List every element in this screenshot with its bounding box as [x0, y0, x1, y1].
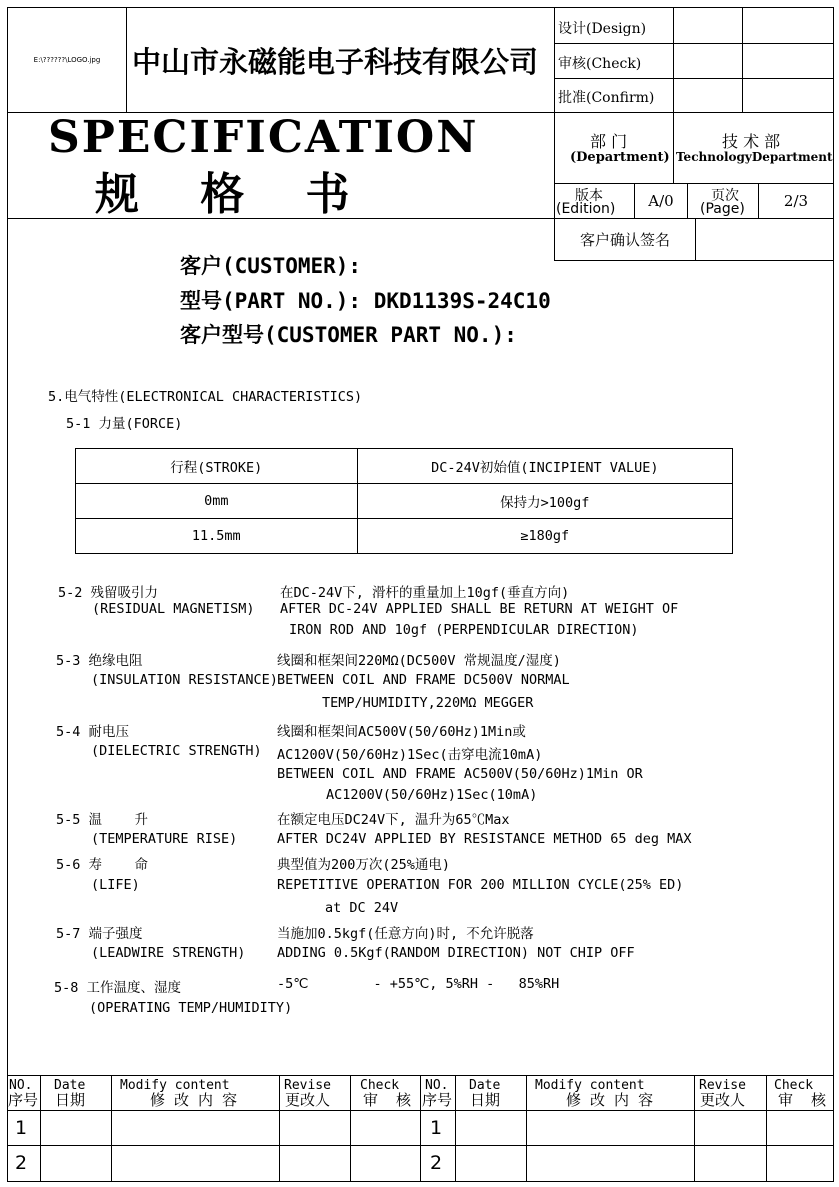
edition-col-2	[687, 183, 688, 218]
rev-header-date-en: Date	[469, 1078, 501, 1093]
table-cell: 11.5mm	[76, 519, 358, 554]
confirm-bottom	[554, 260, 834, 261]
rev-col	[766, 1075, 767, 1181]
rev-row-number: 1	[15, 1117, 28, 1139]
approval-line-3	[554, 112, 834, 113]
rev-col	[111, 1075, 112, 1181]
table-row	[76, 484, 733, 519]
spec-label-en: (LIFE)	[91, 877, 140, 893]
rev-col	[455, 1075, 456, 1181]
spec-label-en: (OPERATING TEMP/HUMIDITY)	[89, 1000, 293, 1016]
force-header-value: DC-24V初始值(INCIPIENT VALUE)	[357, 449, 732, 484]
logo-placeholder: E:\??????\LOGO.jpg	[33, 56, 101, 64]
dept-col	[673, 112, 674, 183]
department-value-cn: 技 术 部	[722, 132, 781, 151]
spec-label-cn: 5-6 寿 命	[56, 857, 149, 873]
department-value-en: TechnologyDepartment	[676, 150, 833, 164]
customer-confirm-label: 客户确认签名	[579, 231, 670, 249]
frame-top	[7, 7, 834, 8]
part-no-line: 型号(PART NO.): DKD1139S-24C10	[180, 289, 551, 313]
rev-col	[350, 1075, 351, 1181]
spec-label-en: (RESIDUAL MAGNETISM)	[92, 601, 255, 617]
spec-line: REPETITIVE OPERATION FOR 200 MILLION CYCLE(25% ED)	[277, 877, 684, 893]
spec-label-cn: 5-8 工作温度、湿度	[54, 980, 182, 996]
spec-line: BETWEEN COIL AND FRAME DC500V NORMAL	[277, 672, 570, 688]
spec-line: AC1200V(50/60Hz)1Sec(击穿电流10mA)	[277, 747, 543, 763]
table-row	[76, 449, 733, 484]
spec-label-cn: 5-2 残留吸引力	[58, 585, 159, 601]
department-label-cn: 部 门	[590, 132, 628, 151]
spec-label-cn: 5-4 耐电压	[56, 724, 130, 740]
rev-row-number: 2	[15, 1152, 28, 1174]
check-label: 审核(Check)	[558, 56, 642, 72]
force-table	[75, 448, 733, 554]
approval-col-1	[673, 7, 674, 112]
rev-header-check-en: Check	[360, 1078, 400, 1093]
rev-header-no-cn: 序号	[8, 1091, 39, 1109]
edition-label-en: (Edition)	[556, 201, 616, 217]
page-value: 2/3	[783, 192, 809, 210]
edition-label-cn: 版本	[575, 188, 603, 204]
rev-header-modify-cn: 修 改 内 容	[150, 1091, 238, 1109]
rev-col-mid	[420, 1075, 421, 1181]
spec-label-cn: 5-3 绝缘电阻	[56, 653, 143, 669]
rev-header-check-en: Check	[774, 1078, 814, 1093]
force-header-stroke: 行程(STROKE)	[76, 449, 358, 484]
rev-row-number: 2	[430, 1152, 443, 1174]
rev-header-modify-cn: 修 改 内 容	[566, 1091, 654, 1109]
spec-line: ADDING 0.5Kgf(RANDOM DIRECTION) NOT CHIP OFF	[277, 945, 635, 961]
spec-line: AFTER DC-24V APPLIED SHALL BE RETURN AT WEIGHT OF	[280, 601, 679, 617]
rev-header-modify-en: Modify content	[535, 1078, 645, 1093]
department-label-en: (Department)	[570, 150, 670, 165]
spec-label-cn: 5-7 端子强度	[56, 926, 143, 942]
spec-line: at DC 24V	[325, 900, 399, 916]
spec-line: 典型值为200万次(25%通电)	[277, 857, 451, 873]
table-cell: ≥180gf	[357, 519, 732, 554]
spec-line: 当施加0.5kgf(任意方向)时, 不允许脱落	[277, 926, 534, 942]
table-cell: 0mm	[76, 484, 358, 519]
company-name: 中山市永磁能电子科技有限公司	[131, 44, 538, 79]
approval-line-1	[554, 43, 834, 44]
frame-bottom	[7, 1181, 834, 1182]
rev-header-no-en: NO.	[425, 1078, 449, 1093]
rev-header-no-cn: 序号	[422, 1091, 453, 1109]
spec-line: 在DC-24V下, 滑杆的重量加上10gf(垂直方向)	[280, 585, 570, 601]
customer-part-line: 客户型号(CUSTOMER PART NO.):	[180, 323, 517, 347]
rev-header-date-cn: 日期	[470, 1091, 501, 1109]
spec-label-en: (TEMPERATURE RISE)	[91, 831, 238, 847]
edition-value: A/0	[648, 192, 674, 210]
rev-header-modify-en: Modify content	[120, 1078, 230, 1093]
approval-line-2	[554, 78, 834, 79]
rev-header-date-cn: 日期	[55, 1091, 86, 1109]
rev-header-revise-cn: 更改人	[700, 1091, 746, 1109]
design-label: 设计(Design)	[558, 21, 647, 37]
spec-label-en: (INSULATION RESISTANCE)	[91, 672, 278, 688]
page-label-cn: 页次	[711, 188, 739, 204]
spec-label-en: (LEADWIRE STRENGTH)	[91, 945, 246, 961]
rev-header-revise-cn: 更改人	[285, 1091, 331, 1109]
spec-line: AFTER DC24V APPLIED BY RESISTANCE METHOD 65 deg MAX	[277, 831, 692, 847]
spec-line: 在额定电压DC24V下, 温升为65℃Max	[277, 812, 510, 828]
rev-header-revise-en: Revise	[284, 1078, 331, 1093]
rev-col	[694, 1075, 695, 1181]
title-cn: 规 格 书	[95, 169, 350, 220]
force-subheading: 5-1 力量(FORCE)	[66, 416, 183, 432]
approval-col-2	[742, 7, 743, 112]
spec-line: 线圈和框架间220MΩ(DC500V 常规温度/湿度)	[277, 653, 561, 669]
confirm-col	[695, 218, 696, 260]
rev-header-date-en: Date	[54, 1078, 86, 1093]
confirm-label: 批准(Confirm)	[558, 90, 655, 106]
spec-line: 线圈和框架间AC500V(50/60Hz)1Min或	[277, 724, 526, 740]
spec-line: IRON ROD AND 10gf (PERPENDICULAR DIRECTION)	[289, 622, 639, 638]
section-heading: 5.电气特性(ELECTRONICAL CHARACTERISTICS)	[48, 389, 363, 405]
spec-label-en: (DIELECTRIC STRENGTH)	[91, 743, 262, 759]
rev-header-revise-en: Revise	[699, 1078, 746, 1093]
rev-col	[526, 1075, 527, 1181]
rev-row-number: 1	[430, 1117, 443, 1139]
rev-col	[40, 1075, 41, 1181]
frame-left	[7, 7, 8, 1182]
customer-line: 客户(CUSTOMER):	[180, 254, 362, 278]
spec-line: AC1200V(50/60Hz)1Sec(10mA)	[326, 787, 538, 803]
table-cell: 保持力>100gf	[357, 484, 732, 519]
spec-line: -5℃ - +55℃, 5%RH - 85%RH	[277, 976, 560, 992]
page-label-en: (Page)	[700, 201, 745, 217]
spec-label-cn: 5-5 温 升	[56, 812, 149, 828]
rev-col	[279, 1075, 280, 1181]
rev-header-check-cn: 审 核	[363, 1091, 412, 1109]
spec-line: TEMP/HUMIDITY,220MΩ MEGGER	[322, 695, 534, 711]
rev-header-check-cn: 审 核	[778, 1091, 827, 1109]
table-row	[76, 519, 733, 554]
title-en: SPECIFICATION	[48, 112, 479, 163]
rev-header-no-en: NO.	[9, 1078, 33, 1093]
spec-line: BETWEEN COIL AND FRAME AC500V(50/60Hz)1Min OR	[277, 766, 643, 782]
